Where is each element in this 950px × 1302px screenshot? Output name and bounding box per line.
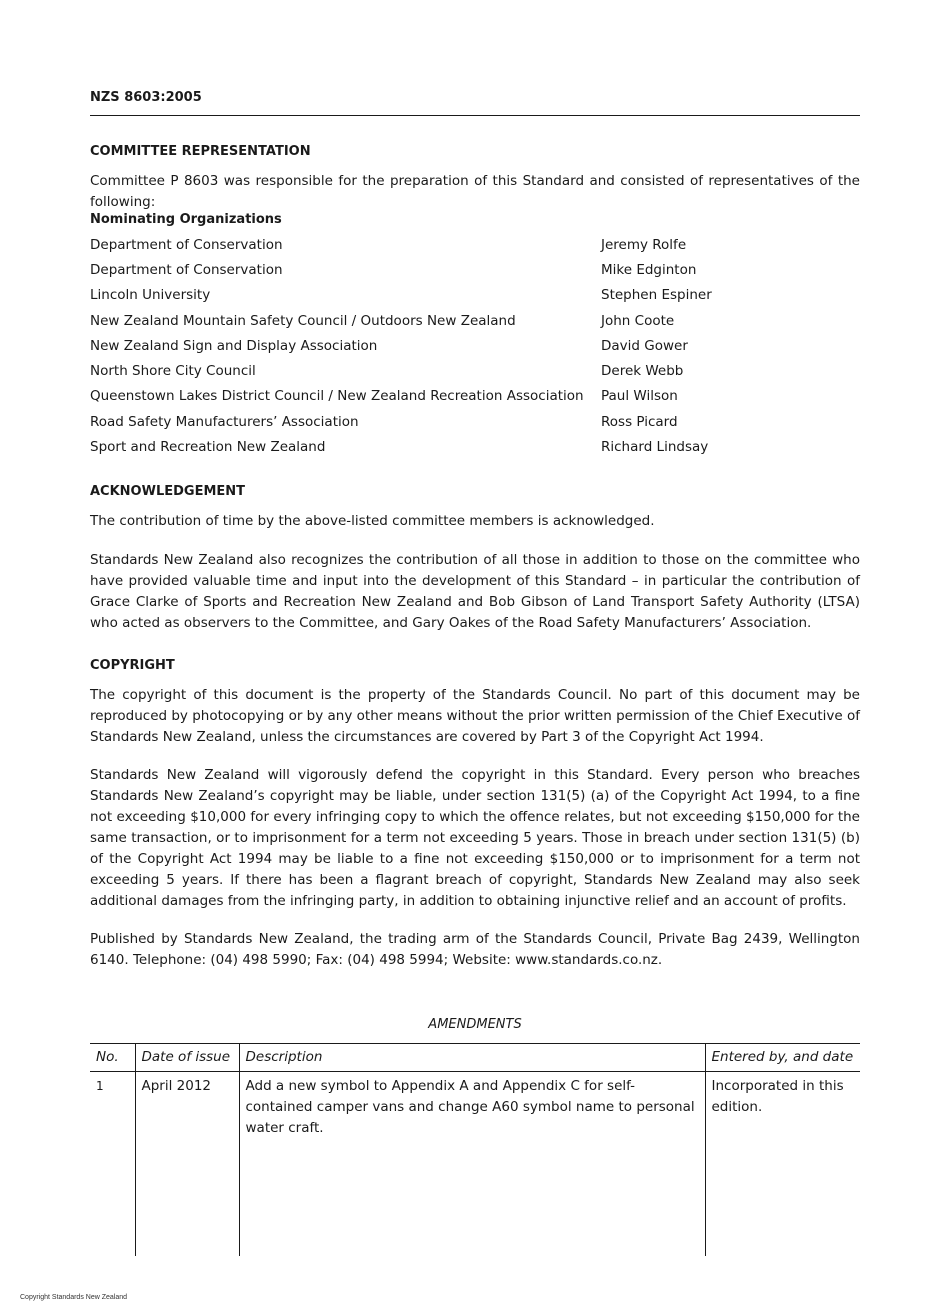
amendment-date: April 2012 [135,1072,239,1257]
org-name: Department of Conservation [90,262,283,278]
copyright-para-1: The copyright of this document is the property of the Standards Council. No part of this document may be reproduced by photocopying or by any other means without the prior written permission of the Chief Executive of Standards New Zealand, unless the circumstances are covered by Part 3 of the Copyright Act 1994. [90,687,860,745]
org-representative: Derek Webb [601,363,684,379]
org-row [90,258,860,283]
org-representative: John Coote [601,313,675,329]
org-representative: Jeremy Rolfe [601,237,687,253]
org-name: New Zealand Mountain Safety Council / Outdoors New Zealand [90,313,516,329]
amendments-table [90,1043,860,1256]
acknowledgement-para-2: Standards New Zealand also recognizes the contribution of all those in addition to those on the committee who have provided valuable time and input into the development of this Standard – in particular the contribution of Grace Clarke of Sports and Recreation New Zealand and Bob Gibson of Land Transport Safety Authority (LTSA) who acted as observers to the Committee, and Gary Oakes of the Road Safety Manufacturers’ Association. [90,552,860,631]
table-row [90,1072,860,1257]
org-name: Queenstown Lakes District Council / New Zealand Recreation Association [90,388,584,404]
column-header-entered: Entered by, and date [705,1044,860,1072]
org-representative: Ross Picard [601,414,678,430]
amendment-no: 1 [96,1079,104,1093]
org-row [90,435,860,460]
nominating-orgs-heading: Nominating Organizations [90,212,282,227]
acknowledgement-heading: ACKNOWLEDGEMENT [90,484,246,499]
committee-heading: COMMITTEE REPRESENTATION [90,144,311,159]
org-representative: Mike Edginton [601,262,697,278]
amendments-header-row [90,1044,860,1072]
amendment-description: Add a new symbol to Appendix A and Appendix C for self-contained camper vans and change A60 symbol name to personal water craft. [239,1072,705,1257]
org-representative: David Gower [601,338,688,354]
copyright-heading: COPYRIGHT [90,658,175,673]
copyright-para-2: Standards New Zealand will vigorously defend the copyright in this Standard. Every person who breaches Standards New Zealand’s copyright may be liable, under section 131(5) (a) of the Copyright Act 1994, to a fine not exceeding $10,000 for every infringing copy to which the offence relates, but not exceeding $150,000 for the same transaction, or to imprisonment for a term not exceeding 5 years. Those in breach under section 131(5) (b) of the Copyright Act 1994 may be liable to a fine not exceeding $150,000 or to imprisonment for a term not exceeding 5 years. If there has been a flagrant breach of copyright, Standards New Zealand may also seek additional damages from the infringing party, in addition to obtaining injunctive relief and an account of profits. [90,767,860,909]
org-representative: Richard Lindsay [601,439,709,455]
amendment-entered: Incorporated in this edition. [705,1072,860,1257]
acknowledgement-para-1: The contribution of time by the above-listed committee members is acknowledged. [90,513,655,529]
org-name: Department of Conservation [90,237,283,253]
org-row [90,233,860,258]
org-name: Lincoln University [90,287,211,303]
org-row [90,384,860,409]
document-id: NZS 8603:2005 [90,90,202,105]
org-name: North Shore City Council [90,363,256,379]
org-row [90,309,860,334]
footer-copyright: Copyright Standards New Zealand [20,1294,128,1301]
org-name: Road Safety Manufacturers’ Association [90,414,359,430]
amendments-title: AMENDMENTS [428,1017,522,1032]
org-representative: Paul Wilson [601,388,678,404]
org-row [90,334,860,359]
org-name: Sport and Recreation New Zealand [90,439,326,455]
org-name: New Zealand Sign and Display Association [90,338,378,354]
header-rule [90,115,860,116]
column-header-description: Description [239,1044,705,1072]
committee-intro: Committee P 8603 was responsible for the preparation of this Standard and consisted of representatives of the following: [90,173,860,210]
column-header-date: Date of issue [135,1044,239,1072]
column-header-no: No. [90,1044,135,1072]
org-representative: Stephen Espiner [601,287,712,303]
org-row [90,410,860,435]
org-row [90,283,860,308]
org-row [90,359,860,384]
publisher-info: Published by Standards New Zealand, the trading arm of the Standards Council, Private Bag 2439, Wellington 6140. Telephone: (04) 498 5990; Fax: (04) 498 5994; Website: www.standards.co.nz. [90,931,860,968]
